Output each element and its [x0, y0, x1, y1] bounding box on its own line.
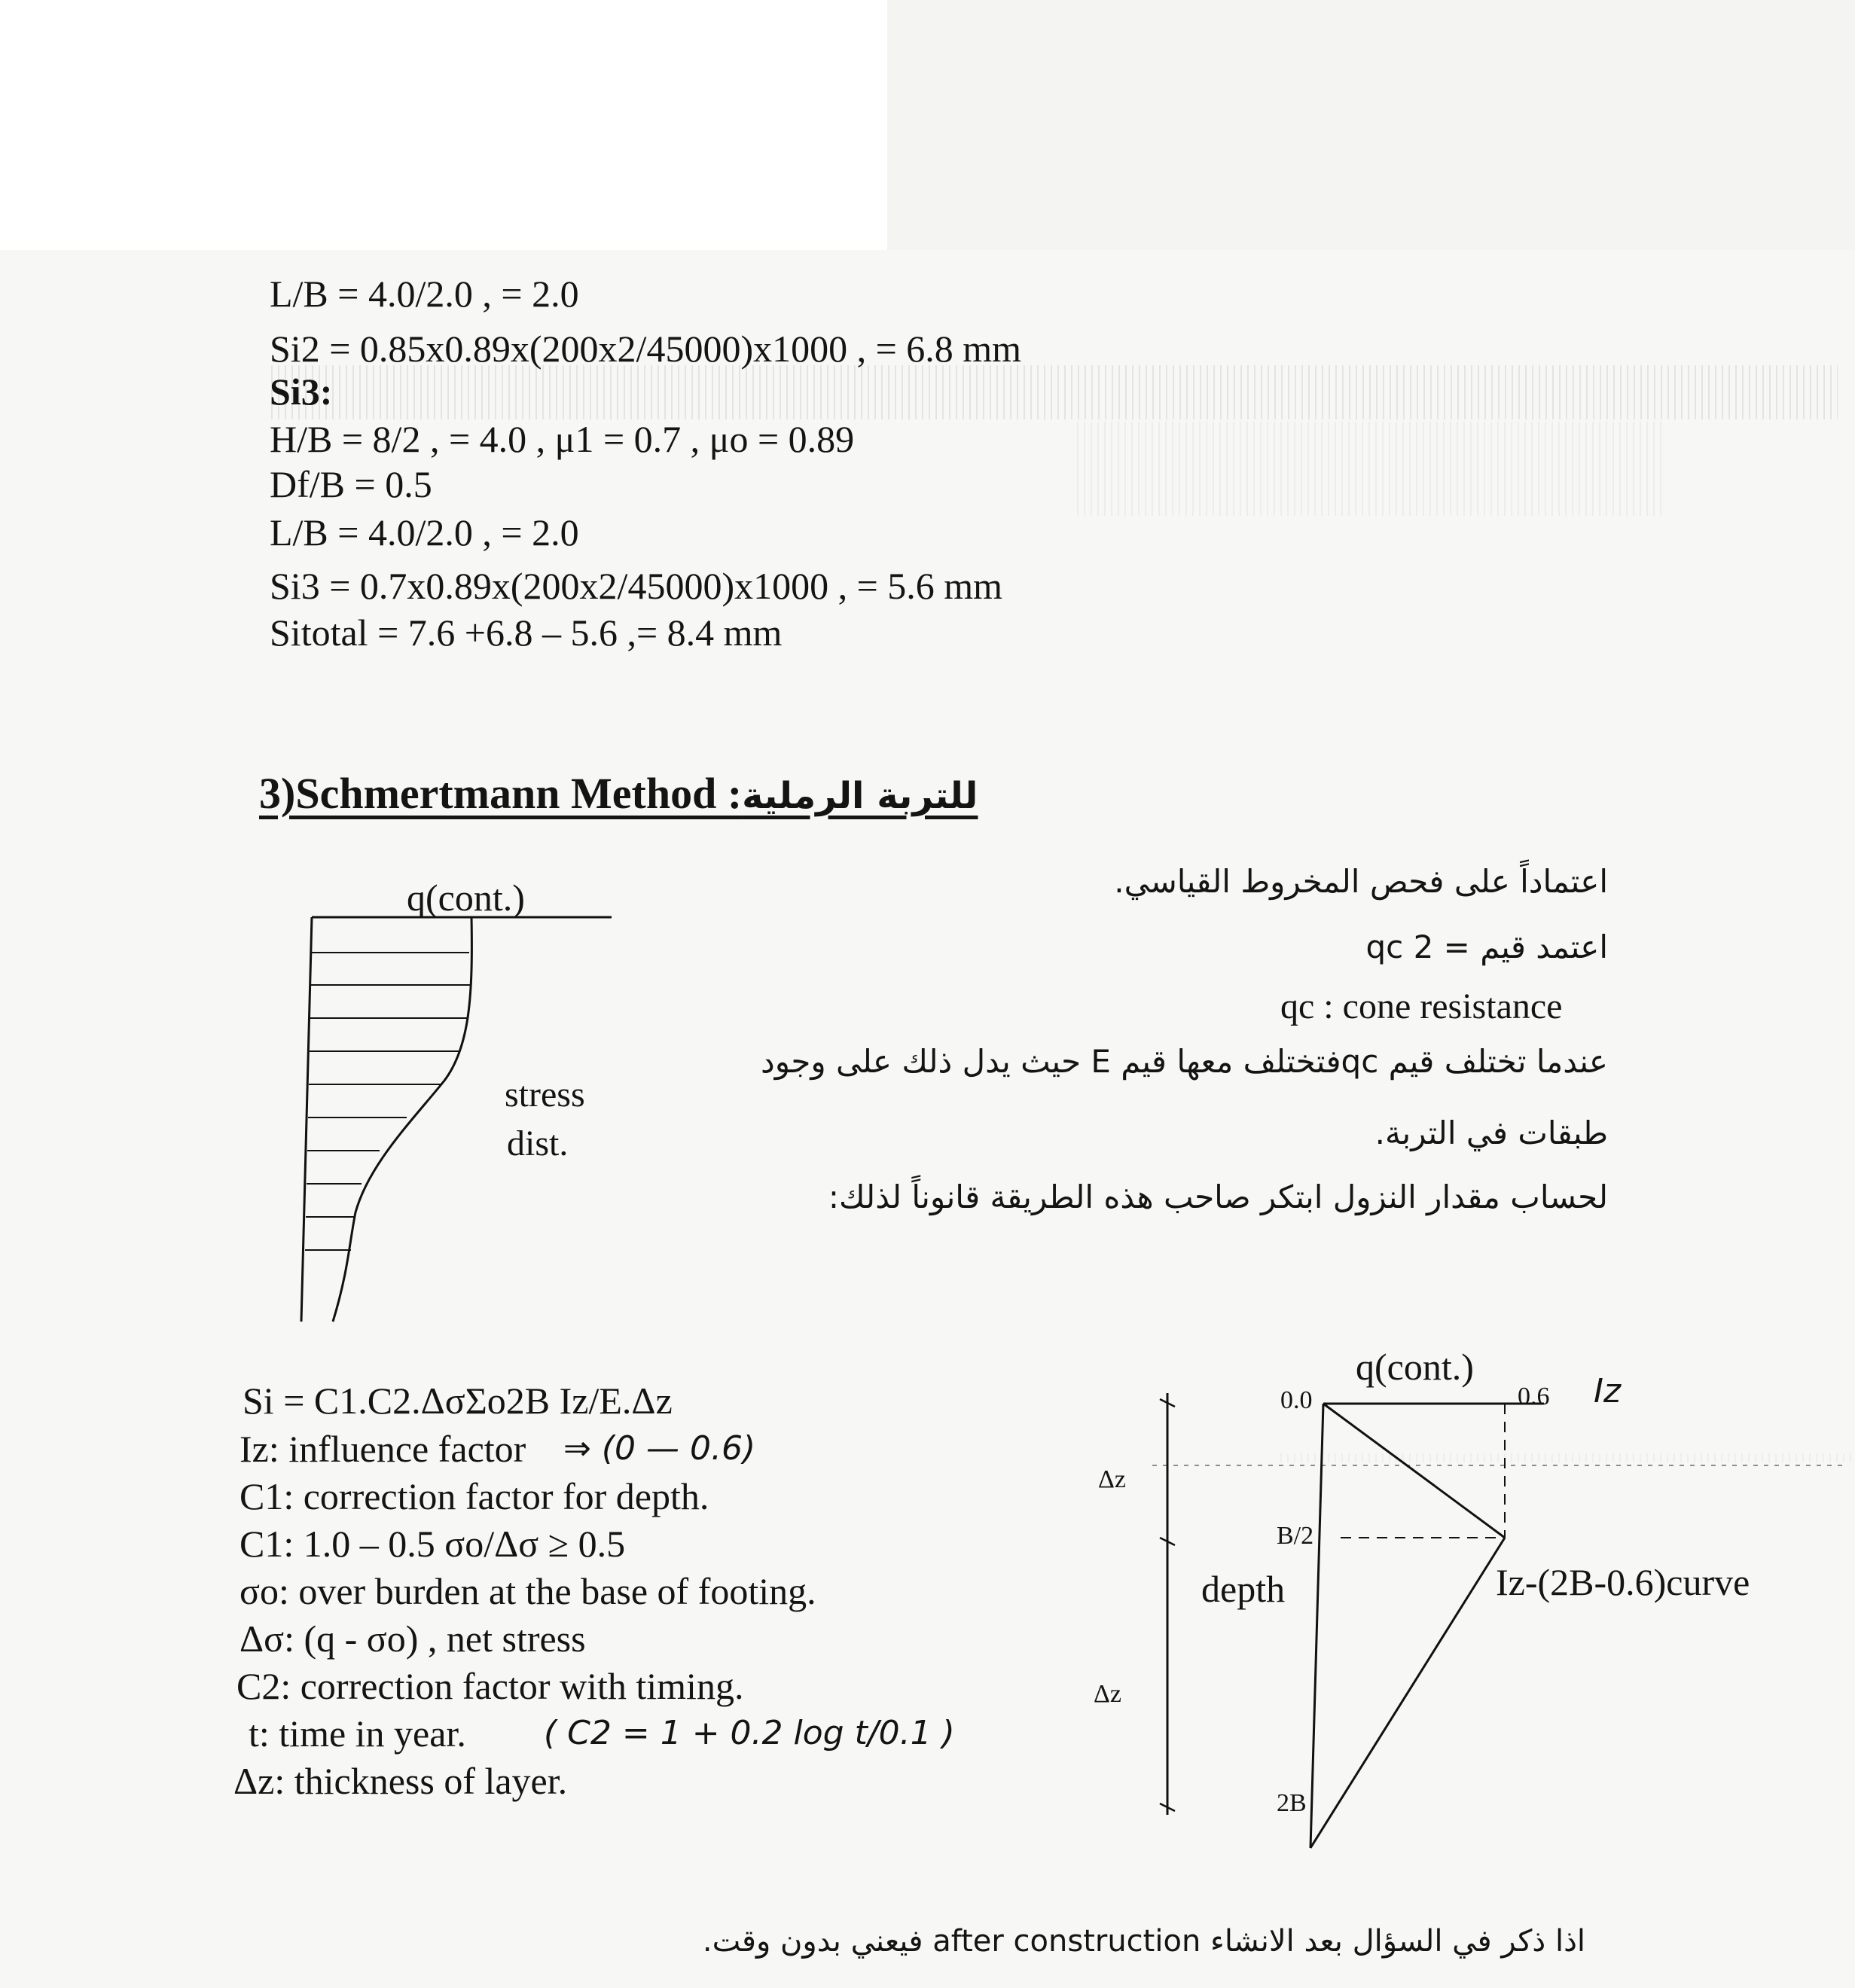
stress-curve	[333, 917, 471, 1322]
scan-top-strip	[887, 0, 1855, 250]
calc-line-7: Si3 = 0.7x0.89x(200x2/45000)x1000 , = 5.6 mm	[270, 565, 1003, 607]
formula-delta-z: Δz: thickness of layer.	[233, 1760, 568, 1802]
delta-z-label-1: Δz	[1098, 1465, 1126, 1493]
iz-label-iz: Iz	[1594, 1372, 1622, 1410]
section-heading-ar: للتربة الرملية	[742, 775, 978, 817]
iz-label-06: 0.6	[1518, 1383, 1550, 1410]
iz-label-depth: depth	[1201, 1568, 1286, 1610]
calc-line-5: Df/B = 0.5	[270, 463, 432, 505]
calc-line-4: H/B = 8/2 , = 4.0 , μ1 = 0.7 , μo = 0.89	[270, 418, 855, 460]
stress-distribution-diagram	[286, 866, 678, 1333]
stress-label-line2: dist.	[507, 1124, 569, 1163]
calc-line-6: L/B = 4.0/2.0 , = 2.0	[270, 511, 579, 553]
stress-diagram-title: q(cont.)	[407, 877, 525, 919]
iz-label-b2: B/2	[1277, 1522, 1314, 1550]
formula-c1-def: C1: correction factor for depth.	[240, 1475, 709, 1517]
formula-c1: C1: 1.0 – 0.5 σo/Δσ ≥ 0.5	[240, 1523, 626, 1565]
scan-noise	[271, 365, 1838, 419]
calc-line-8: Sitotal = 7.6 +6.8 – 5.6 ,= 8.4 mm	[270, 611, 783, 654]
formula-sigma: σo: over burden at the base of footing.	[240, 1570, 816, 1612]
iz-lower-line	[1310, 1538, 1505, 1848]
iz-upper-line	[1323, 1404, 1505, 1538]
iz-label-00: 0.0	[1280, 1386, 1313, 1414]
section-heading	[259, 768, 978, 819]
arabic-note-1: اعتماداً على فحص المخروط القياسي.	[1114, 863, 1608, 900]
bottom-note: اذا ذكر في السؤال بعد الانشاء after construction فيعني بدون وقت.	[702, 1924, 1585, 1959]
arabic-note-2: اعتمد قيم = 2 qc	[1365, 928, 1608, 965]
iz-label-2b: 2B	[1277, 1789, 1307, 1817]
section-heading-en: 3)Schmertmann Method :	[259, 769, 743, 818]
c2-formula-note: ( C2 = 1 + 0.2 log t/0.1 )	[544, 1714, 955, 1752]
iz-diagram-title: q(cont.)	[1356, 1346, 1474, 1388]
formula-iz: Iz: influence factor	[240, 1428, 526, 1470]
calc-line-2: Si2 = 0.85x0.89x(200x2/45000)x1000 , = 6.8 mm	[270, 328, 1022, 370]
iz-range-note: ⇒ (0 — 0.6)	[563, 1429, 756, 1468]
formula-time: t: time in year.	[249, 1712, 466, 1755]
iz-vertical-axis	[1310, 1404, 1323, 1848]
stress-axis	[301, 917, 312, 1322]
stress-label-line1: stress	[505, 1075, 585, 1114]
scan-noise-2	[1077, 422, 1664, 516]
calc-line-3: Si3:	[270, 370, 333, 413]
arabic-note-3: qc : cone resistance	[1280, 986, 1563, 1026]
arabic-note-5: طبقات في التربة.	[1374, 1114, 1608, 1151]
blank-top-area	[0, 0, 887, 250]
formula-c2-def: C2: correction factor with timing.	[236, 1665, 744, 1707]
formula-main: Si = C1.C2.ΔσΣo2B Iz/E.Δz	[243, 1380, 673, 1422]
delta-z-label-2: Δz	[1094, 1680, 1121, 1708]
calc-line-1: L/B = 4.0/2.0 , = 2.0	[270, 273, 579, 315]
iz-diagram	[1152, 1363, 1853, 1883]
arabic-note-4: عندما تختلف قيم qcفتختلف معها قيم E حيث يدل ذلك على وجود	[761, 1043, 1608, 1080]
iz-label-curve: Iz-(2B-0.6)curve	[1496, 1561, 1750, 1603]
arabic-note-6: لحساب مقدار النزول ابتكر صاحب هذه الطريقة قانوناً لذلك:	[828, 1178, 1608, 1215]
formula-delta-sigma: Δσ: (q - σo) , net stress	[240, 1618, 586, 1660]
